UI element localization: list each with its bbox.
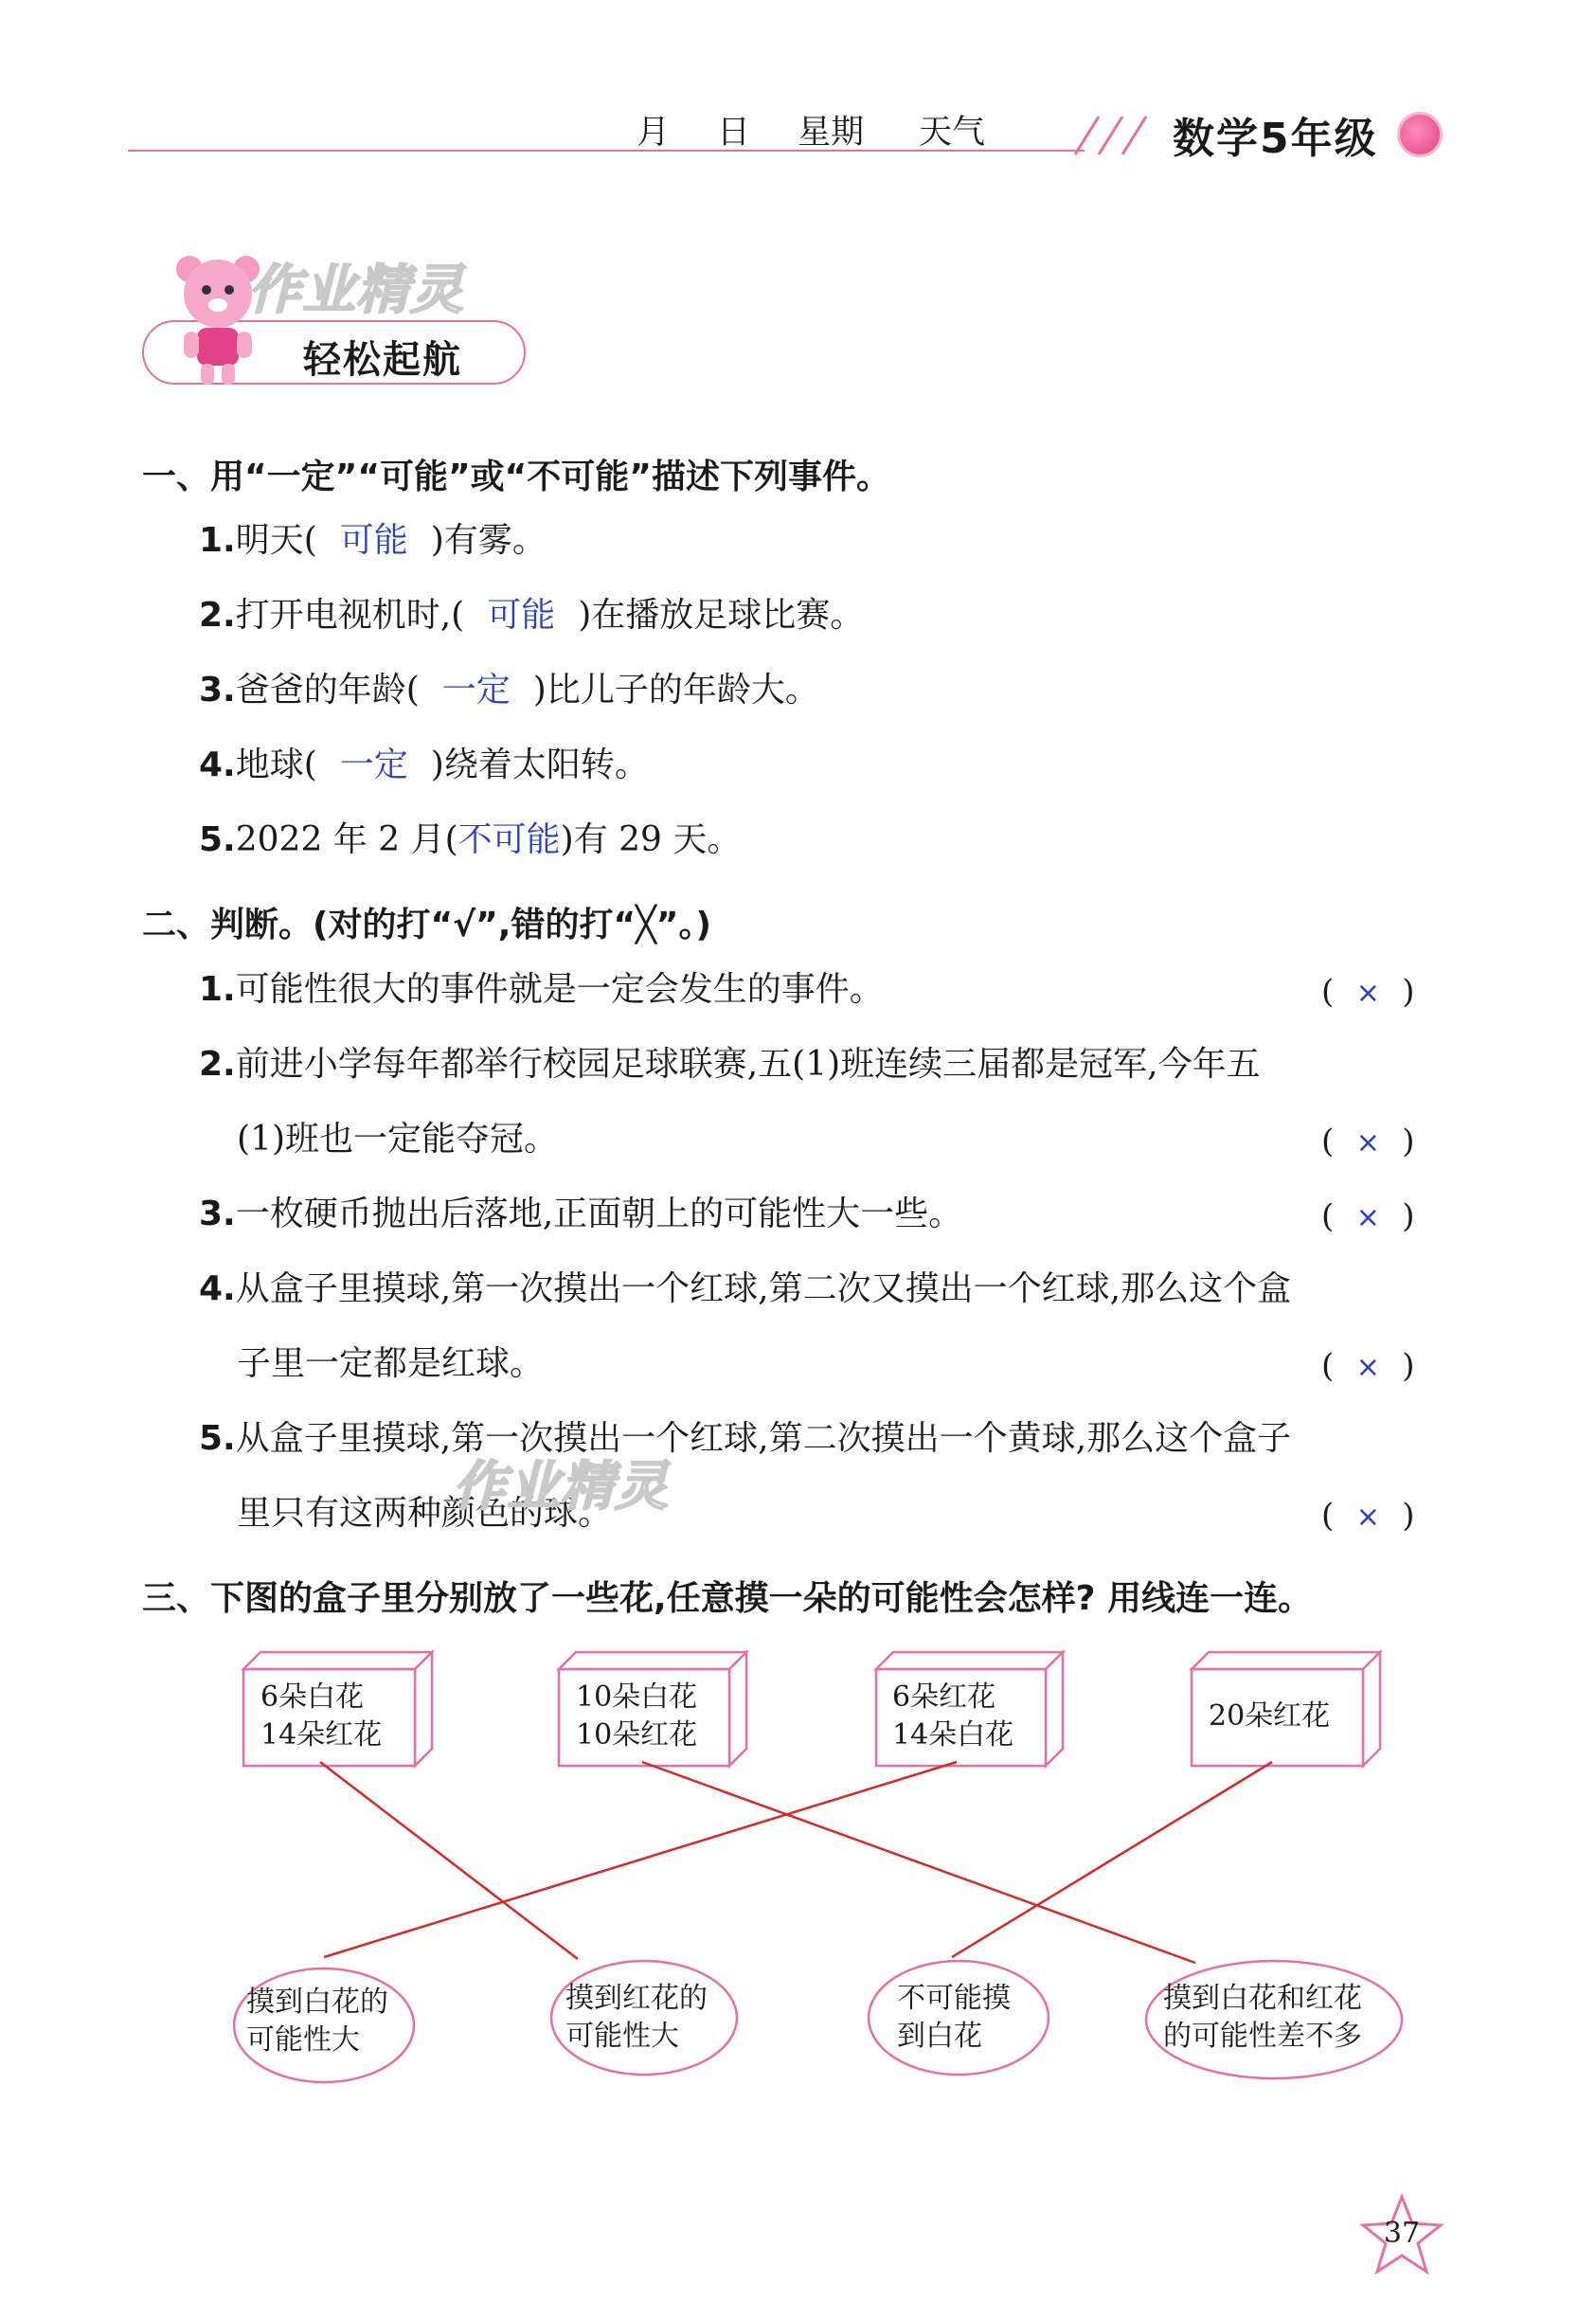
section2-item-4-cont: 子里一定都是红球。 — [237, 1344, 545, 1383]
watermark-top: 作业精灵 — [248, 260, 464, 321]
item-text: )有 29 天。 — [560, 820, 742, 859]
judge-answer: × — [1355, 977, 1380, 1010]
judge-blank-2[interactable]: ( × ) — [1321, 1123, 1415, 1160]
section1-title: 一、用“一定”“可能”或“不可能”描述下列事件。 — [142, 458, 890, 496]
box-1-top — [243, 1652, 432, 1669]
judge-blank-4[interactable]: ( × ) — [1321, 1347, 1415, 1385]
judge-answer: × — [1355, 1501, 1380, 1534]
box-2-label — [576, 1679, 697, 1754]
item-text: 前进小学每年都举行校园足球联赛,五(1)班连续三届都是冠军,今年五 — [235, 1045, 1261, 1084]
answer-blank[interactable]: 可能 — [339, 521, 408, 560]
header-weekday: 星期 — [798, 114, 865, 152]
oval-label-line: 可能性大 — [565, 2020, 679, 2053]
item-number: 2. — [199, 1045, 236, 1084]
header-day: 日 — [717, 114, 751, 152]
item-text: 打开电视机时,( — [235, 596, 465, 635]
header-weather: 天气 — [919, 114, 986, 152]
answer-blank[interactable]: 不可能 — [457, 820, 561, 859]
answer-blank[interactable]: 可能 — [487, 596, 556, 635]
judge-answer: × — [1355, 1351, 1380, 1384]
page-number: 37 — [1383, 2217, 1421, 2250]
item-text: )有雾。 — [430, 521, 547, 560]
box-label-line: 10朵红花 — [576, 1718, 698, 1752]
oval-2-label — [565, 1980, 708, 2056]
item-number: 5. — [199, 820, 236, 859]
item-text: 地球( — [235, 746, 317, 784]
oval-3-label — [897, 1980, 1011, 2056]
box-3-side — [1046, 1652, 1063, 1766]
header-month: 月 — [637, 114, 671, 152]
oval-label-line: 可能性大 — [246, 2023, 360, 2057]
box-2-top — [559, 1652, 746, 1669]
oval-label-line: 摸到白花的 — [246, 1986, 388, 2019]
box-3-label — [892, 1679, 1013, 1754]
oval-4-label — [1163, 1980, 1362, 2056]
box-label-line: 6朵红花 — [892, 1681, 996, 1714]
item-text: 2022 年 2 月( — [235, 820, 458, 859]
match-line-box2-oval4[interactable] — [642, 1762, 1195, 1963]
section2-item-5-cont: 里只有这两种颜色的球。 — [237, 1494, 613, 1533]
box-label-line: 14朵红花 — [260, 1718, 383, 1752]
item-number: 1. — [199, 970, 236, 1009]
judge-answer: × — [1355, 1126, 1380, 1160]
box-4-top — [1192, 1652, 1380, 1669]
box-3-top — [876, 1652, 1063, 1669]
box-label-line: 14朵白花 — [892, 1718, 1014, 1752]
item-text: 从盒子里摸球,第一次摸出一个红球,第二次又摸出一个红球,那么这个盒 — [235, 1269, 1292, 1308]
item-number: 1. — [199, 521, 236, 560]
section2-title: 二、判断。(对的打“√”,错的打“╳”。) — [142, 906, 711, 944]
oval-label-line: 摸到白花和红花 — [1163, 1982, 1362, 2015]
judge-blank-3[interactable]: ( × ) — [1321, 1197, 1415, 1235]
box-1-side — [415, 1652, 432, 1766]
item-text: 一枚硬币抛出后落地,正面朝上的可能性大一些。 — [235, 1195, 963, 1233]
item-number: 4. — [199, 1269, 236, 1308]
item-number: 3. — [199, 1195, 236, 1233]
oval-1-label — [246, 1984, 388, 2059]
item-text: 明天( — [235, 521, 317, 560]
judge-answer: × — [1355, 1201, 1380, 1234]
section2-item-2-cont: (1)班也一定能夺冠。 — [237, 1120, 558, 1159]
match-line-box4-oval3[interactable] — [952, 1762, 1272, 1957]
match-line-box1-oval2[interactable] — [320, 1762, 578, 1959]
item-number: 2. — [199, 596, 236, 635]
judge-blank-5[interactable]: ( × ) — [1321, 1497, 1415, 1535]
item-text: )绕着太阳转。 — [430, 746, 649, 784]
watermark-middle: 作业精灵 — [453, 1456, 669, 1518]
box-4-label — [1209, 1698, 1330, 1735]
header-subject: 数学5年级 — [1173, 115, 1378, 163]
item-text: )在播放足球比赛。 — [578, 596, 865, 635]
item-text: )比儿子的年龄大。 — [532, 671, 819, 710]
judge-blank-1[interactable]: ( × ) — [1321, 973, 1415, 1011]
match-line-box3-oval1[interactable] — [324, 1762, 957, 1957]
box-1-label — [260, 1679, 382, 1754]
box-label-line: 10朵白花 — [576, 1681, 698, 1714]
box-label-line: 6朵白花 — [260, 1681, 365, 1714]
item-text: 从盒子里摸球,第一次摸出一个红球,第二次摸出一个黄球,那么这个盒子 — [235, 1419, 1292, 1458]
item-number: 4. — [199, 746, 236, 784]
answer-blank[interactable]: 一定 — [441, 671, 511, 710]
answer-blank[interactable]: 一定 — [339, 746, 408, 784]
box-2-side — [729, 1652, 746, 1766]
oval-label-line: 到白花 — [897, 2020, 982, 2053]
box-4-side — [1363, 1652, 1380, 1766]
item-number: 5. — [199, 1419, 236, 1458]
oval-label-line: 摸到红花的 — [565, 1982, 708, 2015]
item-text: 可能性很大的事件就是一定会发生的事件。 — [235, 970, 884, 1009]
item-text: 爸爸的年龄( — [235, 671, 420, 710]
banner-title: 轻松起航 — [303, 338, 462, 382]
item-number: 3. — [199, 671, 236, 710]
oval-label-line: 的可能性差不多 — [1163, 2020, 1362, 2053]
section3-title: 三、下图的盒子里分别放了一些花,任意摸一朵的可能性会怎样? 用线连一连。 — [142, 1579, 1313, 1618]
oval-label-line: 不可能摸 — [897, 1982, 1011, 2015]
box-label-line: 20朵红花 — [1209, 1699, 1331, 1733]
